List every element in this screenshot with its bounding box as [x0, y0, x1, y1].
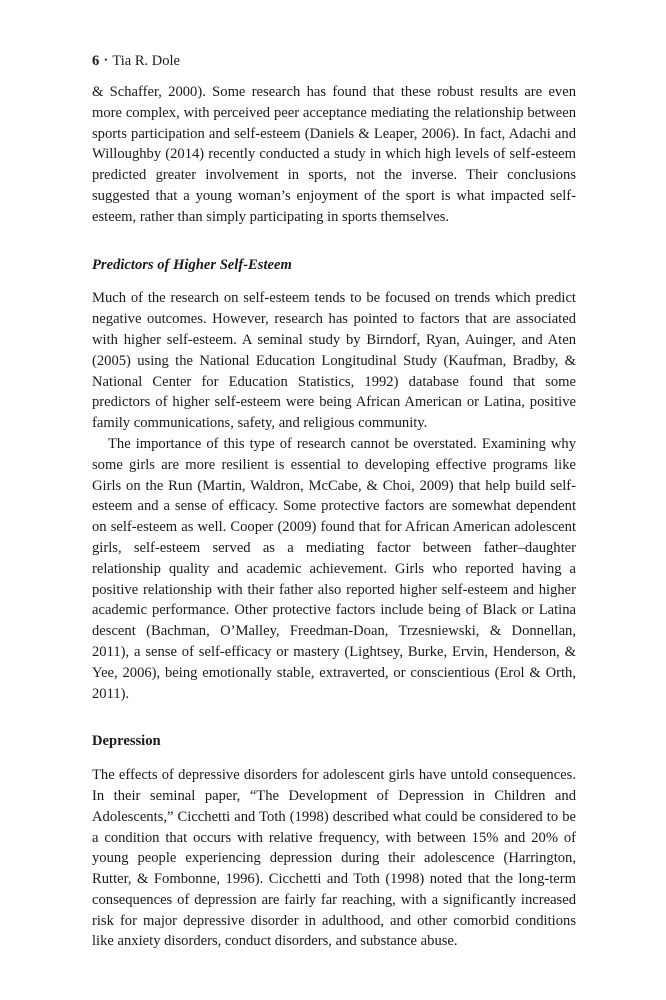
- section-heading-depression: Depression: [92, 733, 161, 750]
- paragraph-predictors-1: Much of the research on self-esteem tends to be focused on trends which predict negative outcomes. However, research has pointed to factors that are associated with higher self-esteem. A seminal study by Birndorf, Ryan, Auinger, and Aten (2005) using the National Education Longitudinal Study (Kaufman, Bradby, & National Center for Education Statistics, 1992) database found that some predictors of higher self-esteem were being African American or Latina, positive family communications, safety, and religious community.: [92, 290, 576, 432]
- paragraph-predictors-2: The importance of this type of research cannot be overstated. Examining why some girls are more resilient is essential to developing effective programs like Girls on the Run (Martin, Waldron, McCabe, & Choi, 2009) that help build self-esteem and a sense of efficacy. Some protective factors are somewhat dependent on self-esteem as well. Cooper (2009) found that for African American adolescent girls, self-esteem served as a mediating factor between father–daughter relationship quality and academic achievement. Girls who reported having a positive relationship with their father also reported higher self-esteem and higher academic performance. Other protective factors include being of Black or Latina descent (Bachman, O’Malley, Freedman-Doan, Trzesniewski, & Donnellan, 2011), a sense of self-efficacy or mastery (Lightsey, Burke, Ervin, Henderson, & Yee, 2006), being emotionally stable, extraverted, or conscientious (Erol & Orth, 2011).: [92, 435, 576, 702]
- running-head: [92, 52, 576, 71]
- bullet-separator: •: [104, 55, 108, 65]
- page-body: [92, 52, 576, 952]
- section-heading-predictors: Predictors of Higher Self-Esteem: [92, 256, 292, 273]
- page-number: 6: [92, 53, 100, 69]
- author-name: Tia R. Dole: [112, 53, 180, 69]
- paragraph-depression-1: The effects of depressive disorders for adolescent girls have untold consequences. In their seminal paper, “The Development of Depression in Children and Adolescents,” Cicchetti and Toth (1998) described what could be considered to be a condition that occurs with relative frequency, with between 15% and 20% of young people experiencing depression during their adolescence (Harrington, Rutter, & Fombonne, 1996). Cicchetti and Toth (1998) noted that the long-term consequences of depression are fairly far reaching, with a significantly increased risk for major depressive disorder in adulthood, and other comorbid conditions like anxiety disorders, conduct disorders, and substance abuse.: [92, 767, 576, 950]
- paragraph-continuation: & Schaffer, 2000). Some research has found that these robust results are even more complex, with perceived peer acceptance mediating the relationship between sports participation and self-esteem (Daniels & Leaper, 2006). In fact, Adachi and Willoughby (2014) recently conducted a study in which high levels of self-esteem predicted greater involvement in sports, not the inverse. Their conclusions suggested that a young woman’s enjoyment of the sport is what impacted self-esteem, rather than simply participating in sports themselves.: [92, 84, 576, 225]
